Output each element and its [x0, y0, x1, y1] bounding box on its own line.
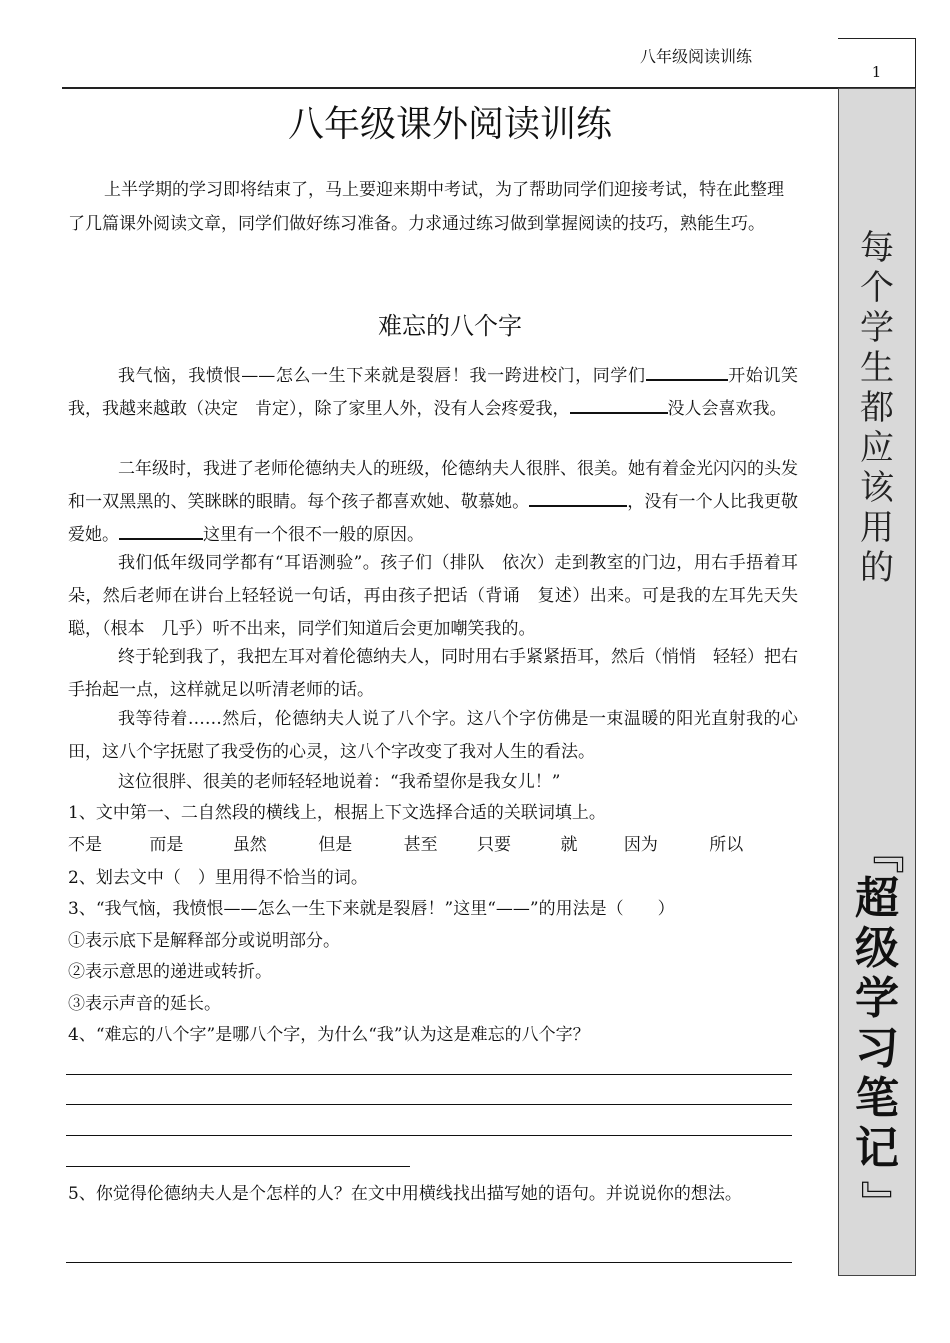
- question-2: 2、划去文中（ ）里用得不恰当的词。: [68, 868, 368, 888]
- article-paragraph-4: 终于轮到我了，我把左耳对着伦德纳夫人，同时用右手紧紧捂耳，然后（悄悄 轻轻）把右手抬起一点，这样就足以听清老师的话。: [68, 647, 798, 700]
- sidebar-panel: [838, 88, 916, 1276]
- brand-bracket-close: 』: [855, 1180, 906, 1224]
- fill-blank-3[interactable]: [529, 489, 627, 507]
- brand-char: 超: [855, 873, 899, 924]
- option-word: 不是: [68, 835, 102, 855]
- question-4: 4、“难忘的八个字”是哪八个字，为什么“我”认为这是难忘的八个字？: [68, 1025, 590, 1045]
- option-word: 而是: [149, 835, 184, 855]
- sidebar-brand: [839, 827, 915, 1227]
- option-word: 因为: [623, 835, 658, 855]
- question-3: 3、“我气恼，我愤恨——怎么一生下来就是裂唇！”这里“——”的用法是（ ）: [68, 899, 675, 919]
- option-word: 但是: [318, 835, 353, 855]
- answer-line[interactable]: [66, 1262, 792, 1263]
- page-number: 1: [871, 63, 882, 81]
- option-word: 就: [560, 835, 578, 855]
- document-title: 八年级课外阅读训练: [287, 104, 612, 145]
- brand-char: 习: [855, 1023, 899, 1074]
- slogan-char: 的: [860, 548, 894, 588]
- brand-char: 学: [855, 973, 899, 1024]
- question-3-option-3: ③表示声音的延长。: [68, 994, 221, 1014]
- conjunction-options: [68, 829, 743, 862]
- question-3-option-2: ②表示意思的递进或转折。: [68, 962, 272, 982]
- brand-bracket-open: 『: [855, 830, 906, 874]
- sidebar-slogan: [839, 228, 915, 591]
- answer-line[interactable]: [66, 1135, 792, 1136]
- option-word: 甚至: [403, 835, 438, 855]
- option-word: 虽然: [232, 835, 267, 855]
- option-word: 只要: [477, 835, 512, 855]
- fill-blank-2[interactable]: [570, 396, 668, 414]
- article-paragraph-5: 我等待着……然后，伦德纳夫人说了八个字。这八个字仿佛是一束温暖的阳光直射我的心田，这八个字抚慰了我受伤的心灵，这八个字改变了我对人生的看法。: [68, 709, 798, 762]
- header-title: 八年级阅读训练: [640, 47, 753, 66]
- answer-line[interactable]: [66, 1074, 792, 1075]
- article-title: 难忘的八个字: [378, 312, 522, 340]
- answer-line[interactable]: [66, 1166, 410, 1167]
- option-word: 所以: [709, 835, 744, 855]
- article-paragraph-2: 二年级时，我进了老师伦德纳夫人的班级，伦德纳夫人很胖、很美。她有着金光闪闪的头发和一双黑黑的、笑眯眯的眼睛。每个孩子都喜欢她、敬慕她。 ，没有一个人比我更敬爱她。 这里有一个很不一般的原因。: [68, 459, 799, 545]
- slogan-char: 每: [860, 228, 894, 268]
- question-1: 1、文中第一、二自然段的横线上，根据上下文选择合适的关联词填上。: [68, 803, 606, 823]
- article-paragraph-6: 这位很胖、很美的老师轻轻地说着：“我希望你是我女儿！”: [118, 772, 561, 792]
- brand-char: 笔: [855, 1073, 899, 1124]
- article-paragraph-1: 我气恼，我愤恨——怎么一生下来就是裂唇！我一跨进校门，同学们 开始讥笑我，我越来越敢（决定 肯定），除了家里人外，没有人会疼爱我， 没人会喜欢我。: [68, 360, 798, 426]
- question-5: 5、你觉得伦德纳夫人是个怎样的人？在文中用横线找出描写她的语句。并说说你的想法。: [68, 1184, 742, 1204]
- article-paragraph-3: 我们低年级同学都有“耳语测验”。孩子们（排队 依次）走到教室的门边，用右手捂着耳朵，然后老师在讲台上轻轻说一句话，再由孩子把话（背诵 复述）出来。可是我的左耳先天失聪，（根本 几乎）听不出来，同学们知道后会更加嘲笑我的。: [68, 553, 798, 639]
- fill-blank-4[interactable]: [119, 522, 203, 540]
- page-number-box: [838, 38, 916, 88]
- slogan-char: 用: [860, 508, 894, 548]
- intro-paragraph: 上半学期的学习即将结束了，马上要迎来期中考试，为了帮助同学们迎接考试，特在此整理了几篇课外阅读文章，同学们做好练习准备。力求通过练习做到掌握阅读的技巧，熟能生巧。: [68, 180, 784, 234]
- slogan-char: 学: [860, 308, 894, 348]
- slogan-char: 个: [860, 268, 894, 308]
- brand-char: 记: [855, 1123, 899, 1174]
- answer-line[interactable]: [66, 1104, 792, 1105]
- slogan-char: 都: [860, 388, 894, 428]
- slogan-char: 生: [860, 348, 894, 388]
- question-3-option-1: ①表示底下是解释部分或说明部分。: [68, 931, 340, 951]
- brand-char: 级: [855, 923, 899, 974]
- slogan-char: 该: [860, 468, 894, 508]
- header-rule: [62, 87, 838, 89]
- fill-blank-1[interactable]: [646, 363, 728, 381]
- slogan-char: 应: [860, 428, 894, 468]
